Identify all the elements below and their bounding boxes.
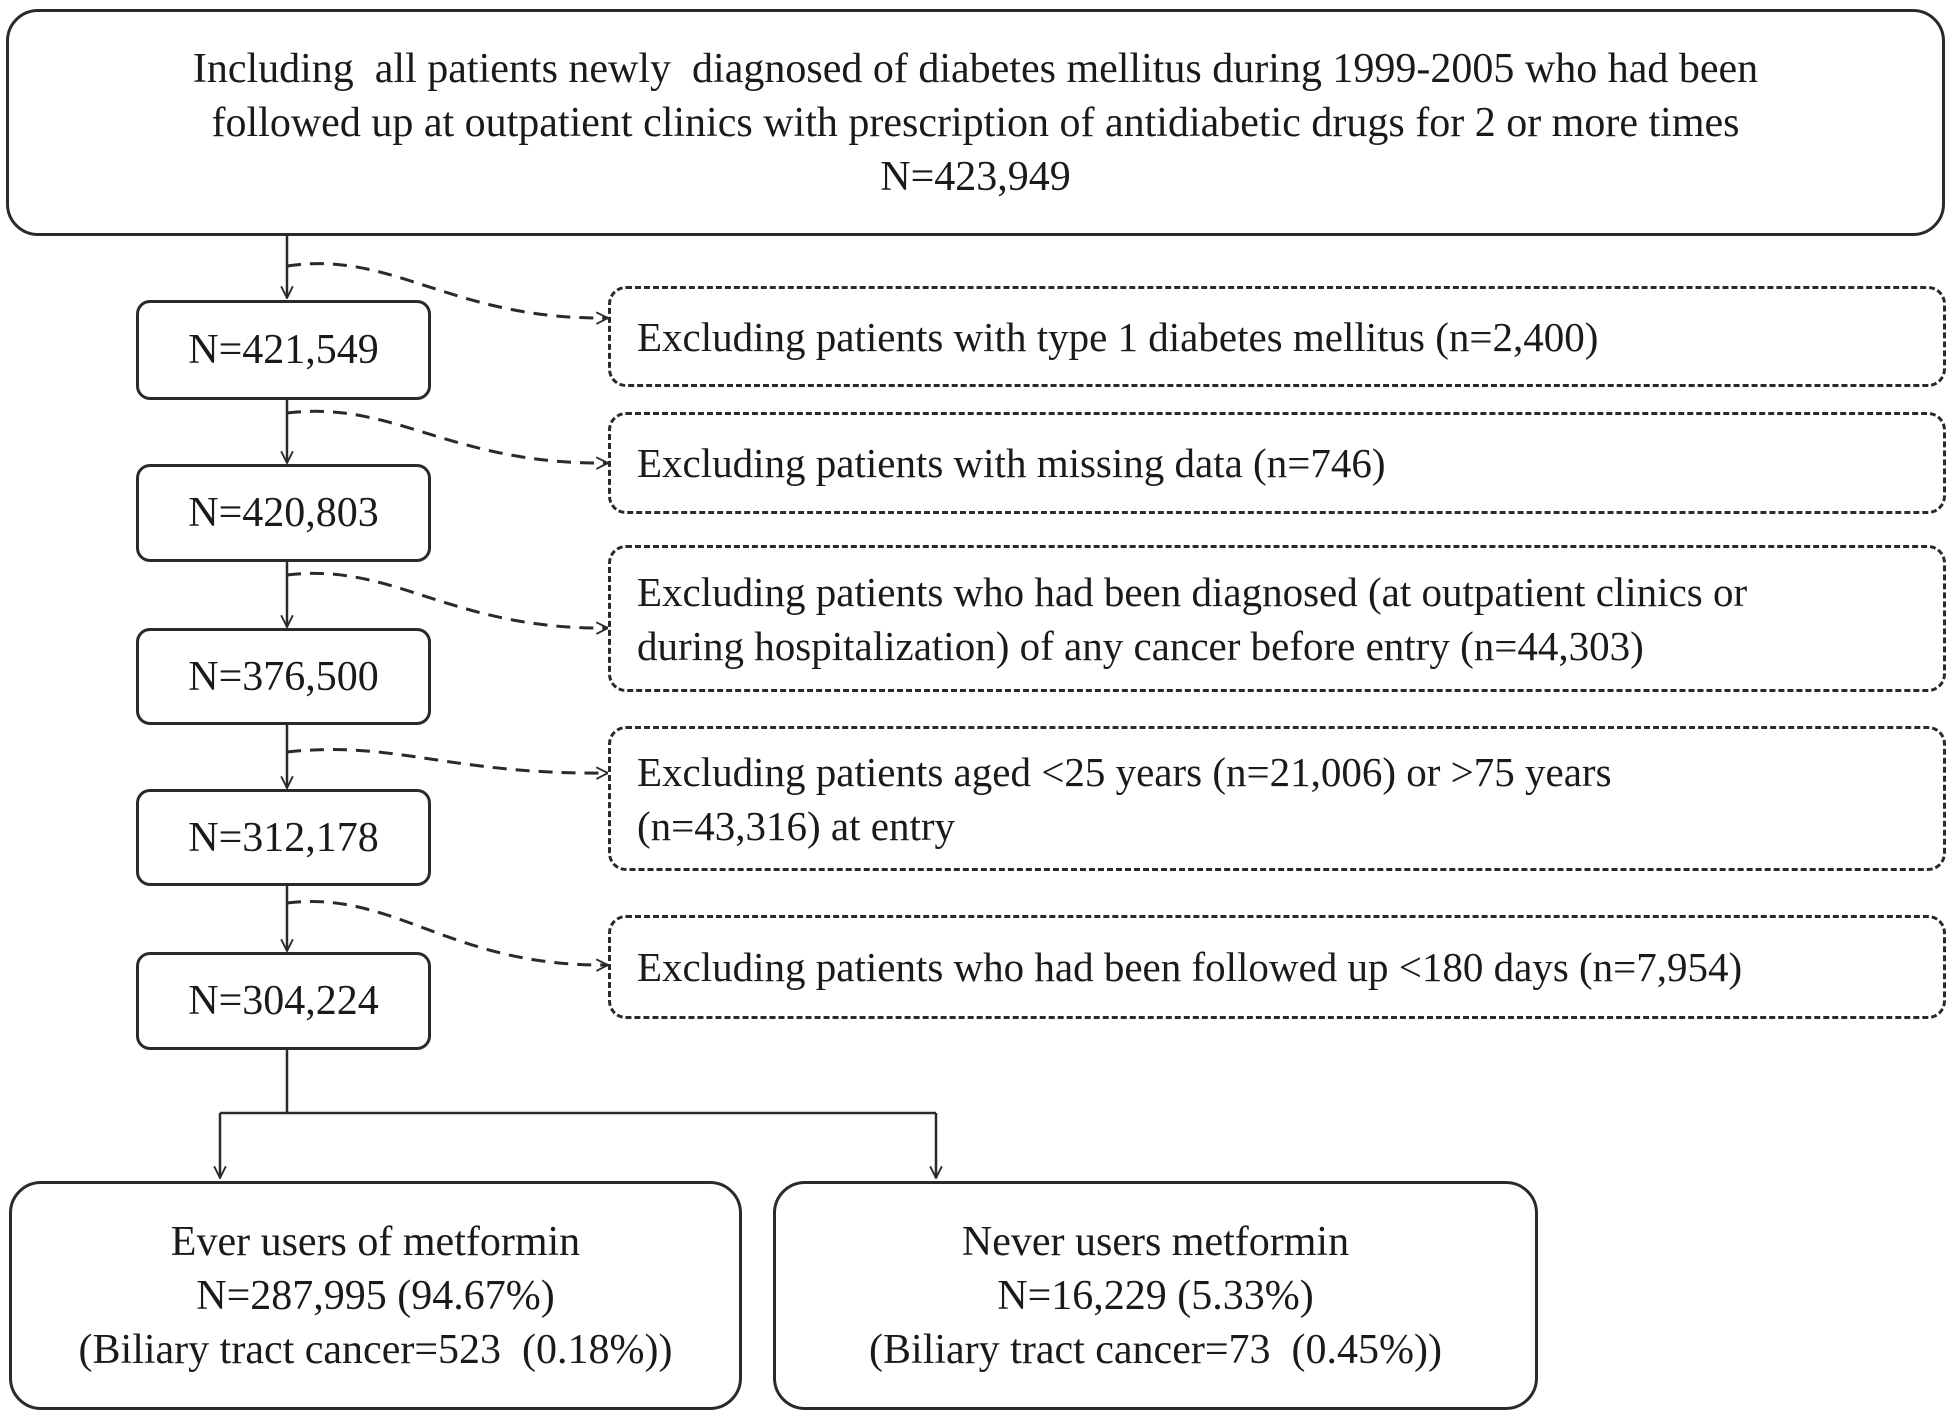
ever-users-title: Ever users of metformin — [170, 1218, 581, 1265]
dashed-arrow-exclusion-2 — [287, 411, 608, 463]
exclusion-box-5 — [608, 915, 1946, 1019]
inclusion-total: N=423,949 — [880, 153, 1071, 200]
exclusion-5-line-1: Excluding patients who had been followed up <180 days (n=7,954) — [637, 944, 1743, 990]
exclusion-box-2 — [608, 412, 1946, 514]
exclusion-4-line-2: (n=43,316) at entry — [637, 802, 956, 849]
count-box-step5 — [136, 952, 431, 1050]
outcome-box-ever-users — [9, 1181, 742, 1410]
dashed-arrow-exclusion-3 — [287, 573, 608, 628]
count-step3: N=376,500 — [188, 653, 379, 700]
exclusion-2-line-1: Excluding patients with missing data (n=746) — [637, 440, 1386, 486]
exclusion-1-line-1: Excluding patients with type 1 diabetes mellitus (n=2,400) — [637, 313, 1599, 360]
exclusion-3-line-1: Excluding patients who had been diagnosed (at outpatient clinics or — [637, 568, 1748, 615]
never-users-count: N=16,229 (5.33%) — [997, 1272, 1314, 1319]
count-step2: N=420,803 — [188, 490, 379, 536]
exclusion-box-1 — [608, 286, 1946, 387]
exclusion-3-line-2: during hospitalization) of any cancer before entry (n=44,303) — [637, 622, 1644, 669]
inclusion-line-1: Including all patients newly diagnosed of diabetes mellitus during 1999-2005 who had been — [192, 45, 1759, 92]
ever-users-cancer: (Biliary tract cancer=523 (0.18%)) — [78, 1326, 673, 1373]
count-box-step4 — [136, 789, 431, 886]
top-inclusion-box — [6, 9, 1945, 236]
count-box-step1 — [136, 300, 431, 400]
count-step4: N=312,178 — [188, 814, 379, 861]
count-step5: N=304,224 — [188, 978, 379, 1024]
count-box-step3 — [136, 628, 431, 725]
exclusion-box-3 — [608, 545, 1946, 692]
ever-users-count: N=287,995 (94.67%) — [196, 1272, 555, 1319]
count-step1: N=421,549 — [188, 327, 379, 373]
outcome-box-never-users — [773, 1181, 1538, 1410]
never-users-cancer: (Biliary tract cancer=73 (0.45%)) — [869, 1326, 1442, 1373]
exclusion-box-4 — [608, 726, 1946, 871]
dashed-arrow-exclusion-4 — [287, 749, 608, 773]
never-users-title: Never users metformin — [961, 1218, 1350, 1265]
inclusion-line-2: followed up at outpatient clinics with prescription of antidiabetic drugs for 2 or more times — [211, 99, 1740, 146]
count-box-step2 — [136, 464, 431, 562]
exclusion-4-line-1: Excluding patients aged <25 years (n=21,006) or >75 years — [637, 748, 1612, 795]
